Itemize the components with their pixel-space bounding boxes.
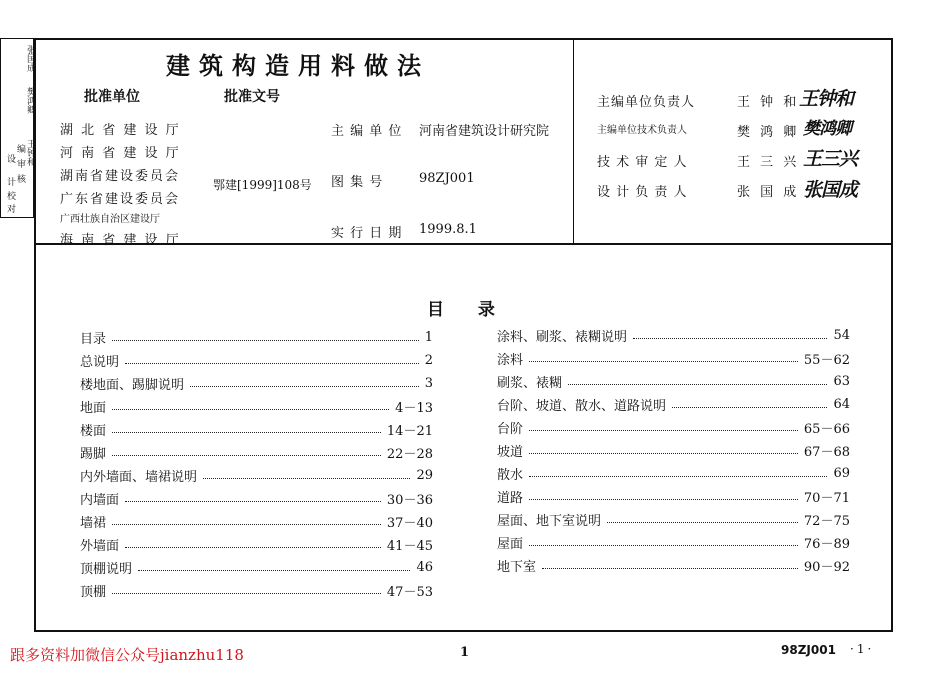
toc-entry-name: 道路: [497, 490, 524, 506]
info-value: 1999.8.1: [419, 222, 477, 237]
toc-dots: [112, 340, 419, 341]
side-cell: 校: [5, 191, 15, 200]
toc-entry-page: 22－28: [386, 446, 433, 462]
toc-entry-name: 地下室: [497, 559, 537, 575]
responsible-name: 王 钟 和: [737, 95, 800, 110]
responsible-role: 技 术 审 定 人: [597, 155, 688, 170]
document-title: 建筑构造用料做法: [166, 52, 430, 80]
approval-unit: 湖南省建设委员会: [60, 169, 181, 184]
toc-entry[interactable]: [497, 463, 850, 483]
toc-entry-page: 2: [424, 352, 433, 368]
toc-entry-name: 坡道: [497, 444, 524, 460]
approval-unit: 湖 北 省 建 设 厅: [60, 123, 181, 138]
toc-entry-page: 29: [416, 467, 433, 483]
toc-entry[interactable]: [80, 488, 433, 508]
toc-entry-name: 涂料: [497, 352, 524, 368]
toc-dots: [672, 407, 827, 408]
toc-entry[interactable]: [80, 557, 433, 577]
toc-entry[interactable]: [80, 327, 433, 347]
side-cell: 编: [15, 144, 25, 153]
toc-dots: [125, 501, 381, 502]
toc-entry[interactable]: [497, 555, 850, 575]
toc-entry-name: 地面: [80, 400, 107, 416]
toc-dots: [568, 384, 827, 385]
toc-entry[interactable]: [497, 348, 850, 368]
toc-entry-name: 总说明: [80, 354, 120, 370]
toc-dots: [529, 499, 798, 500]
toc-entry[interactable]: [497, 509, 850, 529]
toc-dots: [529, 453, 798, 454]
toc-entry-page: 47－53: [386, 584, 433, 600]
signature: 张国成: [803, 179, 858, 201]
toc-dots: [529, 476, 827, 477]
info-label: 主 编 单 位: [331, 124, 403, 139]
responsible-row: [597, 181, 800, 200]
side-cell: 计: [5, 177, 15, 186]
toc-entry-page: 70－71: [803, 490, 850, 506]
info-label: 图 集 号: [331, 175, 384, 190]
side-signature-strip: [0, 38, 34, 218]
toc-entry-page: 55－62: [803, 352, 850, 368]
toc-dots: [190, 386, 419, 387]
side-cell-name: 王钟和: [25, 139, 35, 166]
toc-entry-page: 72－75: [803, 513, 850, 529]
toc-entry-name: 外墙面: [80, 538, 120, 554]
toc-entry-page: 69: [833, 465, 850, 481]
toc-entry[interactable]: [497, 394, 850, 414]
responsible-role: 主编单位技术负责人: [597, 125, 687, 136]
responsible-row: [597, 91, 800, 110]
toc-dots: [529, 361, 798, 362]
approval-unit: 海 南 省 建 设 厅: [60, 233, 181, 248]
toc-entry[interactable]: [497, 371, 850, 391]
responsible-role: 设 计 负 责 人: [597, 185, 688, 200]
toc-entry[interactable]: [80, 465, 433, 485]
toc-dots: [203, 478, 410, 479]
side-cell-name: 张国成: [25, 45, 35, 72]
toc-dots: [633, 338, 827, 339]
toc-entry-page: 54: [833, 327, 850, 343]
toc-entry[interactable]: [80, 373, 433, 393]
toc-entry-name: 楼面: [80, 423, 107, 439]
responsible-row: [597, 151, 800, 170]
toc-entry-name: 顶棚说明: [80, 561, 133, 577]
toc-entry[interactable]: [497, 417, 850, 437]
toc-entry-page: 64: [833, 396, 850, 412]
responsible-name: 樊 鸿 卿: [737, 125, 800, 140]
atlas-code: 98ZJ001: [781, 643, 836, 657]
toc-entry-name: 墙裙: [80, 515, 107, 531]
side-cell: 设: [5, 154, 15, 163]
approval-doc-number: 鄂建[1999]108号: [213, 178, 312, 192]
toc-entry[interactable]: [80, 580, 433, 600]
toc-entry[interactable]: [80, 442, 433, 462]
watermark-text: 跟多资料加微信公众号jianzhu118: [10, 646, 244, 664]
info-value: 河南省建筑设计研究院: [419, 124, 550, 139]
toc-entry[interactable]: [80, 534, 433, 554]
toc-entry-name: 刷浆、裱糊: [497, 375, 563, 391]
page-marker: ·1·: [850, 642, 875, 656]
toc-entry-page: 63: [833, 373, 850, 389]
toc-dots: [125, 363, 419, 364]
toc-dots: [542, 568, 798, 569]
approval-unit: 河 南 省 建 设 厅: [60, 146, 181, 161]
toc-entry-page: 1: [424, 329, 433, 345]
toc-dots: [112, 524, 381, 525]
signature: 王三兴: [803, 148, 858, 170]
page-number: 1: [460, 645, 470, 660]
side-cell: 审: [15, 159, 25, 168]
toc-entry[interactable]: [80, 511, 433, 531]
toc-dots: [529, 430, 798, 431]
toc-entry-page: 67－68: [803, 444, 850, 460]
toc-entry[interactable]: [497, 325, 850, 345]
toc-entry-name: 屋面、地下室说明: [497, 513, 602, 529]
toc-entry-name: 涂料、刷浆、裱糊说明: [497, 329, 628, 345]
approval-unit-heading: 批准单位: [84, 89, 140, 105]
toc-entry-page: 65－66: [803, 421, 850, 437]
toc-entry-page: 76－89: [803, 536, 850, 552]
toc-entry-name: 楼地面、踢脚说明: [80, 377, 185, 393]
toc-entry-page: 4－13: [395, 400, 433, 416]
toc-entry-page: 14－21: [386, 423, 433, 439]
responsible-role: 主编单位负责人: [597, 95, 696, 110]
approval-doc-heading: 批准文号: [224, 89, 280, 105]
side-cell: 对: [5, 204, 15, 213]
toc-entry-name: 踢脚: [80, 446, 107, 462]
toc-entry-page: 90－92: [803, 559, 850, 575]
responsible-row: [597, 121, 800, 140]
toc-entry[interactable]: [80, 350, 433, 370]
toc-entry[interactable]: [497, 486, 850, 506]
toc-entry-name: 屋面: [497, 536, 524, 552]
toc-dots: [112, 593, 381, 594]
info-label: 实 行 日 期: [331, 226, 403, 241]
toc-entry-name: 内墙面: [80, 492, 120, 508]
toc-entry[interactable]: [497, 440, 850, 460]
approval-unit: 广东省建设委员会: [60, 192, 181, 207]
toc-entry-page: 37－40: [386, 515, 433, 531]
side-cell-name: 樊鸿卿: [25, 87, 35, 114]
toc-entry[interactable]: [80, 396, 433, 416]
toc-entry-name: 内外墙面、墙裙说明: [80, 469, 198, 485]
approval-unit: 广西壮族自治区建设厅: [60, 214, 160, 225]
toc-entry-page: 46: [416, 559, 433, 575]
header-column-divider: [573, 38, 574, 243]
toc-title: 目 录: [427, 300, 509, 320]
toc-entry-name: 台阶、坡道、散水、道路说明: [497, 398, 667, 414]
toc-entry[interactable]: [497, 532, 850, 552]
signature: 樊鸿卿: [803, 119, 851, 139]
toc-dots: [112, 432, 381, 433]
toc-entry-page: 41－45: [386, 538, 433, 554]
info-value: 98ZJ001: [419, 171, 475, 186]
side-cell: 核: [15, 174, 25, 183]
toc-dots: [125, 547, 381, 548]
toc-dots: [607, 522, 798, 523]
toc-dots: [112, 455, 381, 456]
toc-entry-name: 顶棚: [80, 584, 107, 600]
toc-entry[interactable]: [80, 419, 433, 439]
toc-dots: [138, 570, 410, 571]
toc-dots: [112, 409, 389, 410]
toc-dots: [529, 545, 798, 546]
toc-entry-name: 散水: [497, 467, 524, 483]
responsible-name: 张 国 成: [737, 185, 800, 200]
responsible-name: 王 三 兴: [737, 155, 800, 170]
toc-entry-page: 3: [424, 375, 433, 391]
signature: 王钟和: [799, 88, 854, 110]
toc-entry-page: 30－36: [386, 492, 433, 508]
toc-entry-name: 目录: [80, 331, 107, 347]
toc-entry-name: 台阶: [497, 421, 524, 437]
